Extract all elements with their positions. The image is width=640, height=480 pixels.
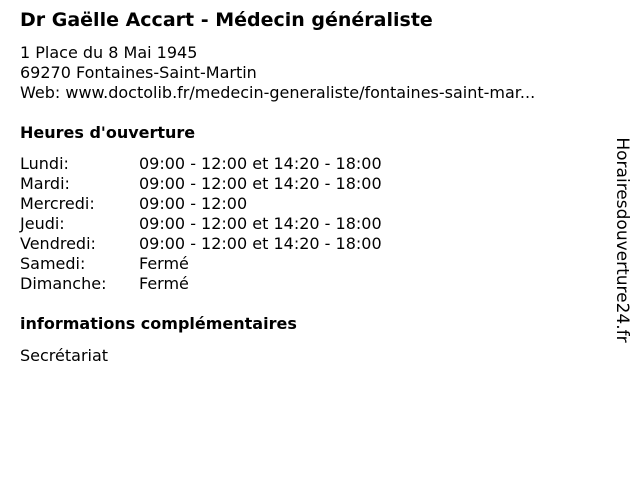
day-label: Vendredi: <box>20 234 96 253</box>
day-hours: Fermé <box>139 254 189 273</box>
day-label: Mardi: <box>20 174 70 193</box>
address-city: 69270 Fontaines-Saint-Martin <box>20 63 257 82</box>
day-hours: 09:00 - 12:00 et 14:20 - 18:00 <box>139 214 382 233</box>
day-hours: 09:00 - 12:00 et 14:20 - 18:00 <box>139 234 382 253</box>
address-street: 1 Place du 8 Mai 1945 <box>20 43 198 62</box>
day-label: Lundi: <box>20 154 69 173</box>
day-hours: 09:00 - 12:00 et 14:20 - 18:00 <box>139 174 382 193</box>
hours-heading: Heures d'ouverture <box>20 123 196 142</box>
address-block <box>20 43 535 103</box>
day-label: Jeudi: <box>20 214 65 233</box>
info-text: Secrétariat <box>20 346 109 365</box>
website-link[interactable]: Web: www.doctolib.fr/medecin-generaliste/fontaines-saint-mar... <box>20 83 536 102</box>
day-label: Dimanche: <box>20 274 107 293</box>
day-hours: 09:00 - 12:00 et 14:20 - 18:00 <box>139 154 382 173</box>
info-heading: informations complémentaires <box>20 314 297 333</box>
page-title: Dr Gaëlle Accart - Médecin généraliste <box>20 9 433 31</box>
day-hours: 09:00 - 12:00 <box>139 194 248 213</box>
day-hours: Fermé <box>139 274 189 293</box>
day-label: Mercredi: <box>20 194 95 213</box>
day-label: Samedi: <box>20 254 86 273</box>
watermark: Horairesdouverture24.fr <box>612 137 632 343</box>
